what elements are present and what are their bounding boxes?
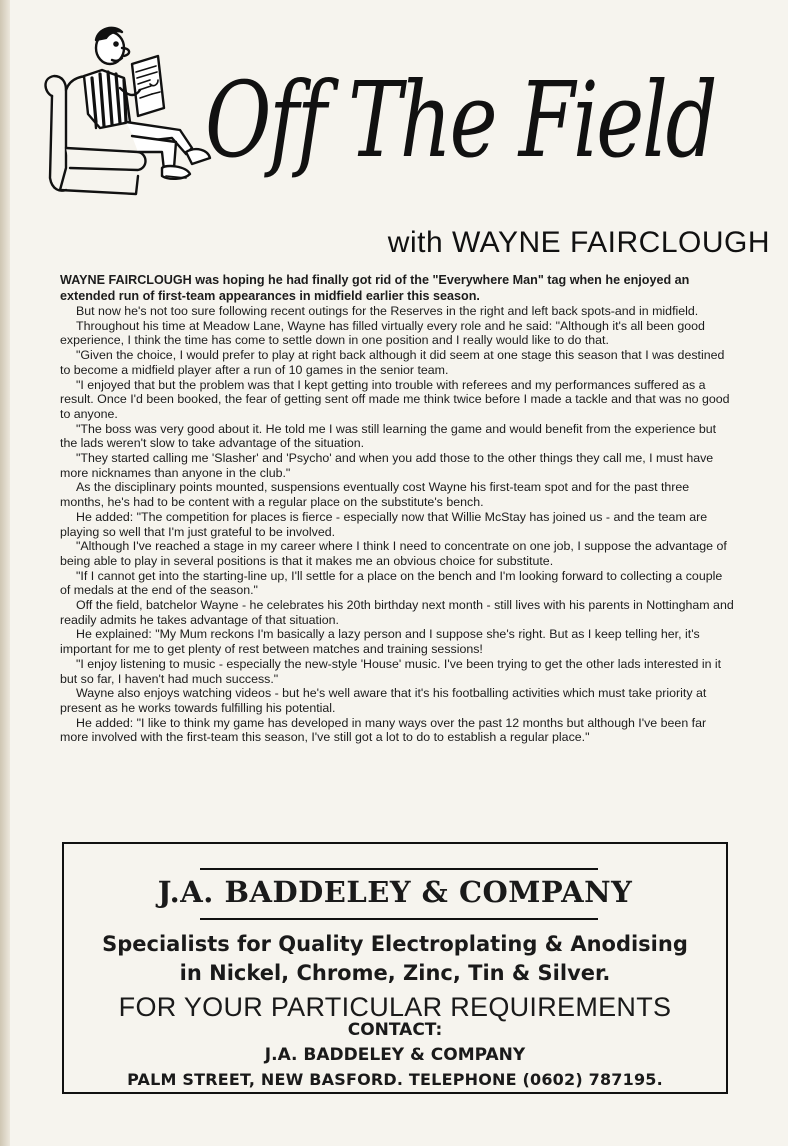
article-paragraph: "Given the choice, I would prefer to play at right back although it did seem at one stage this season that I was destined to become a midfield player after a run of 10 games in the senior team. (60, 348, 725, 377)
advert-address: PALM STREET, NEW BASFORD. TELEPHONE (0602) 787195. (127, 1070, 663, 1089)
article-paragraph: "I enjoyed that but the problem was that I kept getting into trouble with referees and my performances suffered as a result. Once I'd been booked, the fear of getting sent off made me think twice before I made a tackle and that was no good to anyone. (60, 377, 730, 421)
article-paragraph: As the disciplinary points mounted, suspensions eventually cost Wayne his first-team spot and for the past three months, he's had to be content with a regular place on the substitute's bench. (60, 480, 690, 510)
article-paragraph: Wayne also enjoys watching videos - but he's well aware that it's his footballing activities which must take priority at present as he works towards fulfilling his potential. (60, 686, 707, 715)
article-paragraph: He added: "I like to think my game has developed in many ways over the past 12 months but although I've been far more involved with the first-team this season, I've still got a lot to do to establish a regular place." (60, 715, 707, 745)
advert-requirements: FOR YOUR PARTICULAR REQUIREMENTS (118, 992, 672, 1022)
article-paragraph: "They started calling me 'Slasher' and 'Psycho' and when you add those to the other things they call me, I must have more nicknames than anyone in the club." (60, 451, 714, 480)
advert-specialists (64, 930, 726, 988)
advert-company-name: J.A. BADDELEY & COMPANY (157, 875, 633, 909)
advert-specialists-line2: in Nickel, Chrome, Zinc, Tin & Silver. (179, 961, 611, 985)
article-paragraph: Throughout his time at Meadow Lane, Wayne has filled virtually every role and he said: "Although it's all been good experience, I think the time has come to settle down in one position and I really would like to do that. (60, 318, 705, 348)
article-paragraph: But now he's not too sure following recent outings for the Reserves in the right and left back spots-and in midfield. (76, 304, 699, 318)
article-paragraph: He added: "The competition for places is fierce - especially now that Willie McStay has joined us - and the team are playing so well that I'm just grateful to be involved. (60, 509, 708, 539)
man-reading-newspaper-illustration (40, 18, 220, 198)
article-paragraph: "If I cannot get into the starting-line up, I'll settle for a place on the bench and I'm looking forward to collecting a couple of medals at the end of the season." (60, 568, 723, 598)
article-paragraph: Off the field, batchelor Wayne - he celebrates his 20th birthday next month - still lives with his parents in Nottingham and readily admits he takes advantage of that situation. (60, 598, 734, 627)
article-body (60, 273, 736, 745)
advert-specialists-line1: Specialists for Quality Electroplating & Anodising (102, 932, 688, 956)
article-paragraph: "Although I've reached a stage in my career where I think I need to concentrate on one job, I suppose the advantage of being able to play in several positions is that it makes me an obvious choice for substitute. (60, 539, 727, 568)
article-paragraph: "The boss was very good about it. He told me I was still learning the game and would benefit from the experience but the lads weren't slow to take advantage of the situation. (60, 421, 717, 451)
byline: with WAYNE FAIRCLOUGH (387, 226, 770, 259)
article-paragraph: "I enjoy listening to music - especially the new-style 'House' music. I've been trying to get the other lads interested in it but so far, I haven't had much success." (60, 656, 722, 686)
company-advertisement (62, 842, 728, 1094)
advert-contact-company: J.A. BADDELEY & COMPANY (264, 1045, 526, 1065)
article-paragraph: He explained: "My Mum reckons I'm basically a lazy person and I suppose she's right. But as I keep telling her, it's important for me to get plenty of rest between matches and training sessions! (60, 627, 700, 657)
article-lead: WAYNE FAIRCLOUGH was hoping he had finally got rid of the "Everywhere Man" tag when he enjoyed an extended run of first-team appearances in midfield earlier this season. (60, 273, 690, 303)
advert-contact-label: CONTACT: (347, 1020, 443, 1040)
advert-bottom-rule (200, 918, 598, 920)
page-edge (0, 0, 10, 1146)
page-title: Off The Field (205, 59, 716, 181)
advert-top-rule (200, 868, 598, 870)
